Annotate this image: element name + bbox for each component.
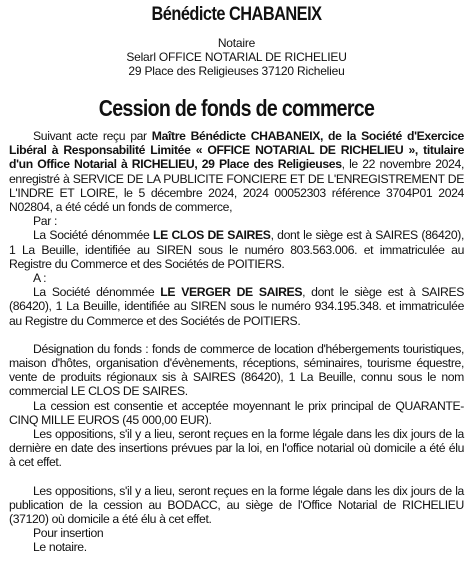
notice-title: Cession de fonds de commerce: [98, 95, 375, 121]
designation-paragraph: Désignation du fonds : fonds de commerce de location d'hébergements touristiques, maison d'hôtes, organisation d'évènements, réceptions, séminaires, tourisme équestre, vente de produits régionaux sis à SAIRES (86420), 1 La Beuille, connu sous le nom commercial LE CLOS DE SAIRES.: [9, 341, 464, 399]
par-label: Par :: [33, 214, 57, 229]
buyer-text-2: , dont le siège est à SAIRES (86420), 1 La Beuille, identifiée au SIREN sous le numéro 934.195.348. et immatriculée au Registre du Commerce et des Sociétés de POITIERS.: [9, 285, 464, 328]
closing-line-2: Le notaire.: [33, 540, 87, 555]
intro-paragraph: [9, 129, 464, 214]
notary-role: Notaire: [217, 36, 256, 50]
intro-text-1: Suivant acte reçu par: [33, 129, 152, 143]
office-name: Selarl OFFICE NOTARIAL DE RICHELIEU: [126, 50, 347, 64]
a-label: A :: [33, 271, 47, 286]
seller-paragraph: [9, 228, 464, 271]
buyer-name: LE VERGER DE SAIRES: [160, 285, 303, 300]
opposition-paragraph-2: Les oppositions, s'il y a lieu, seront reçues en la forme légale dans les dix jours de la publication de la cession au BODACC, au siège de l'Office Notarial de RICHELIEU (37120) où domicile a été élu à cet effet.: [9, 483, 464, 527]
spacer: [9, 328, 464, 342]
buyer-paragraph: [9, 285, 464, 328]
buyer-text-1: La Société dénommée: [33, 285, 161, 300]
spacer: [9, 470, 464, 484]
notice-body: [9, 129, 464, 555]
price-paragraph: La cession est consentie et acceptée moyennant le prix principal de QUARANTE-CINQ MILLE EUROS (45 000,00 EUR).: [9, 398, 464, 427]
closing-line-1: Pour insertion: [33, 526, 104, 541]
notice-header: [9, 4, 464, 78]
seller-name: LE CLOS DE SAIRES: [152, 228, 271, 243]
intro-notary-bold: Maître Bénédicte CHABANEIX, de la Société d'Exercice Libéral à Responsabilité Limitée « OFFICE NOTARIAL DE RICHELIEU », titulaire d'un Office Notarial à RICHELIEU, 29 Place des Religieuses: [9, 129, 464, 172]
seller-text-2: , dont le siège est à SAIRES (86420), 1 La Beuille, identifiée au SIREN sous le numéro 803.563.006. et immatriculée au Registre du Commerce et des Sociétés de POITIERS.: [9, 228, 464, 271]
opposition-paragraph-1: Les oppositions, s'il y a lieu, seront reçues en la forme légale dans les dix jours de la dernière en date des insertions prévues par la loi, en l'office notarial où domicile a été élu à cet effet.: [9, 427, 464, 470]
office-address: 29 Place des Religieuses 37120 Richelieu: [128, 64, 345, 78]
intro-text-2: , le 22 novembre 2024, enregistré à SERVICE DE LA PUBLICITE FONCIERE ET DE L'ENREGISTREMENT DE L'INDRE ET LOIRE, le 5 décembre 2024, 2024 00052303 référence 3704P01 2024 N02804, a été cédé un fonds de commerce,: [9, 157, 464, 215]
seller-text-1: La Société dénommée: [33, 228, 153, 243]
notary-name: Bénédicte CHABANEIX: [151, 4, 322, 25]
